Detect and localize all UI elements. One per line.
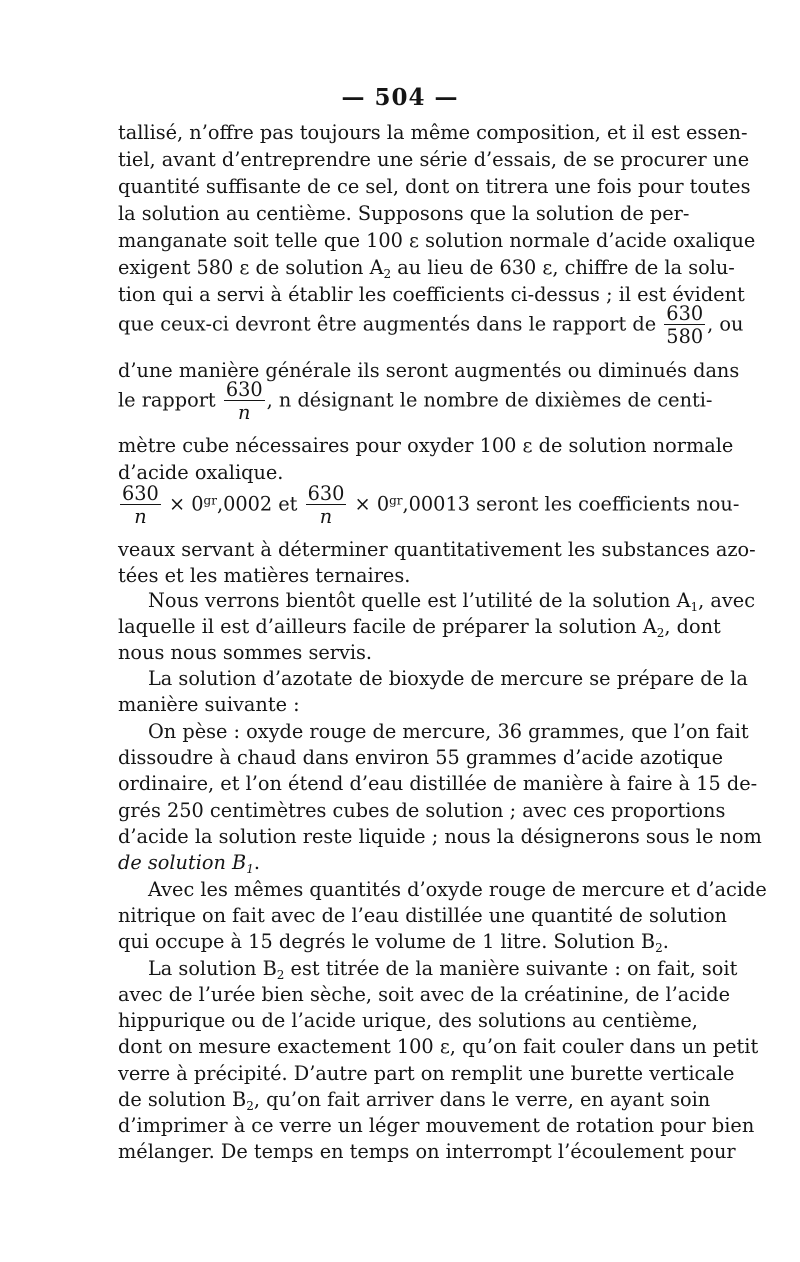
text-line: de solution $B_1$. [118,851,260,876]
text-line: qui occupe à 15 degrés le volume de 1 litre. Solution $B_2$. [118,930,669,955]
text-line: Nous verrons bientôt quelle est l’utilité de la solution $A_1$, avec [148,589,756,614]
text-line: la solution au centième. Supposons que la solution de per- [118,202,690,225]
text-line: exigent 580 ε de solution $A_2$ au lieu de 630 ε, chiffre de la solu- [118,256,735,281]
text-line: mélanger. De temps en temps on interrompt l’écoulement pour [118,1140,736,1163]
text-line: ordinaire, et l’on étend d’eau distillée de manière à faire à 15 de- [118,772,758,795]
text-line: grés 250 centimètres cubes de solution ; avec ces proportions [118,799,726,822]
text-line: mètre cube nécessaires pour oxyder 100 ε de solution normale [118,434,734,457]
text-line: manière suivante : [118,693,300,716]
text-line: tion qui a servi à établir les coefficients ci-dessus ; il est évident [118,283,745,306]
text-line: nitrique on fait avec de l’eau distillée une quantité de solution [118,904,727,927]
text-line: quantité suffisante de ce sel, dont on titrera une fois pour toutes [118,175,751,198]
text-line: d’acide la solution reste liquide ; nous la désignerons sous le nom [118,825,762,848]
text-line: d’imprimer à ce verre un léger mouvement de rotation pour bien [118,1114,755,1137]
text-line: On pèse : oxyde rouge de mercure, 36 grammes, que l’on fait [148,720,749,743]
fraction: $\frac{630}{n}$ [307,482,345,529]
text-line: nous nous sommes servis. [118,641,373,664]
fraction: $\frac{630}{580}$ [666,302,704,349]
fraction: $\frac{630}{n}$ [122,482,159,529]
text-line: manganate soit telle que 100 ε solution normale d’acide oxalique [118,229,756,252]
text-line: d’une manière générale ils seront augmentés ou diminués dans [118,359,740,382]
text-line: laquelle il est d’ailleurs facile de préparer la solution $A_2$, dont [118,615,721,640]
text-line-with-fraction: $\frac{630}{n}$ × $0^{gr},0002$ et $\frac{630}{n}$ × $0^{gr},00013$ seront les coefficients nou- [122,482,740,529]
text-line: tiel, avant d’entreprendre une série d’essais, de se procurer une [118,148,750,171]
text-line: La solution d’azotate de bioxyde de mercure se prépare de la [148,667,748,690]
text-line: avec de l’urée bien sèche, soit avec de la créatinine, de l’acide [118,983,730,1006]
text-line: verre à précipité. D’autre part on remplit une burette verticale [118,1062,735,1085]
text-line: La solution $B_2$ est titrée de la manière suivante : on fait, soit [148,957,738,982]
text-line: de solution $B_2$, qu’on fait arriver dans le verre, en ayant soin [118,1088,711,1113]
text-line: hippurique ou de l’acide urique, des solutions au centième, [118,1009,698,1032]
text-line: dont on mesure exactement 100 ε, qu’on fait couler dans un petit [118,1035,759,1058]
text-line: d’acide oxalique. [118,461,284,484]
text-line-with-fraction: que ceux-ci devront être augmentés dans le rapport de $\frac{630}{580}$ , ou [118,302,744,349]
text-line: Avec les mêmes quantités d’oxyde rouge de mercure et d’acide [148,878,767,901]
text-line-with-fraction: le rapport $\frac{630}{n}$ , n désignant le nombre de dixièmes de centi- [118,378,713,425]
text-line: tées et les matières ternaires. [118,564,411,587]
text-line: dissoudre à chaud dans environ 55 grammes d’acide azotique [118,746,724,769]
page-number: — 504 — [341,84,459,111]
text-line: tallisé, n’offre pas toujours la même composition, et il est essen- [118,121,748,144]
text-line: veaux servant à déterminer quantitativement les substances azo- [118,538,756,561]
fraction: $\frac{630}{n}$ [225,378,263,425]
